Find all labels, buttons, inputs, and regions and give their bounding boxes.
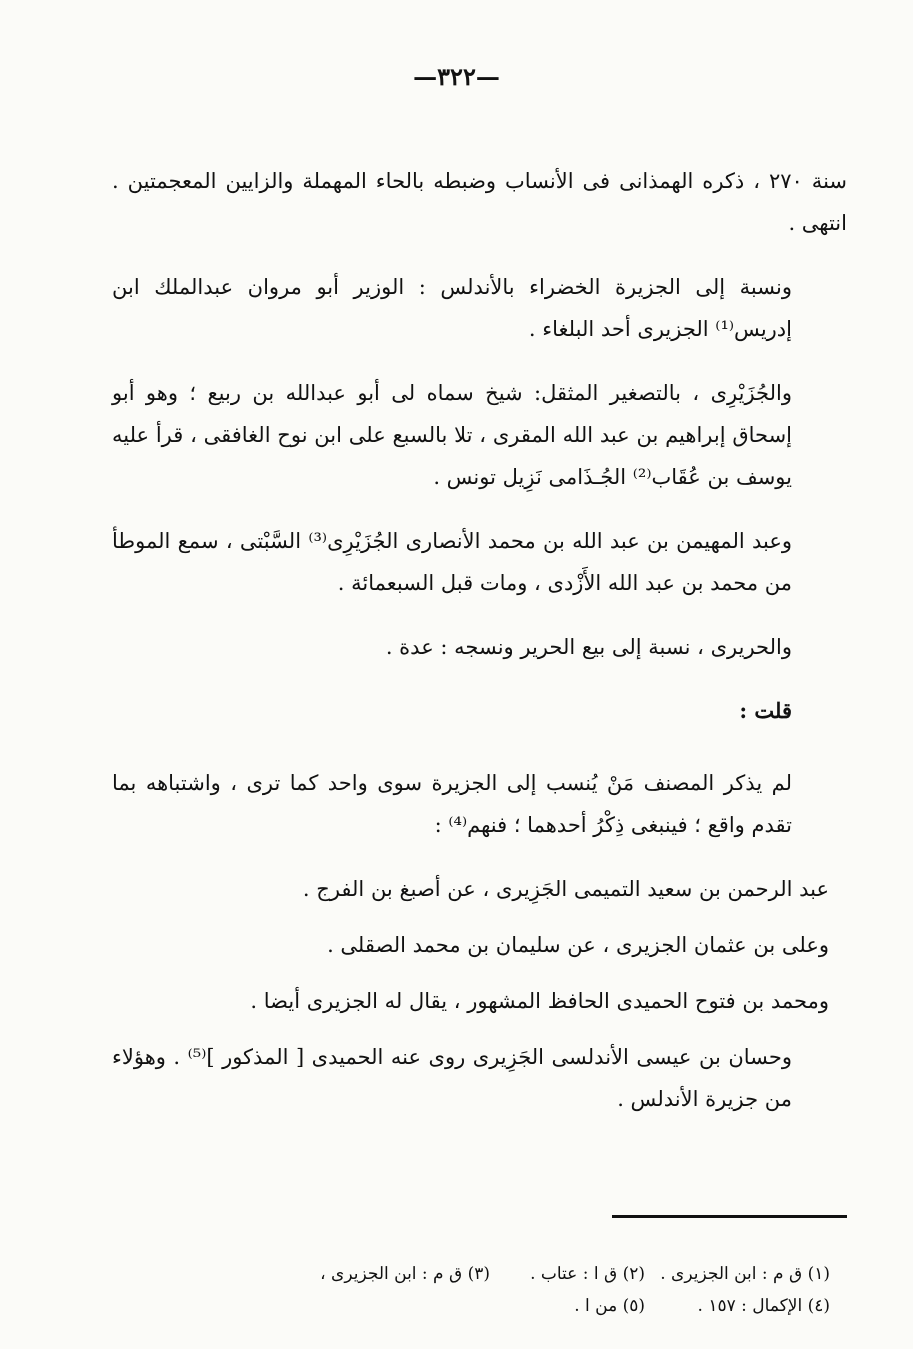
list-item-1: عبد الرحمن بن سعيد التميمى الجَزِيرى ، عن أصبغ بن الفرج . — [302, 877, 829, 901]
footnote-1: (١) ق م : ابن الجزيرى . — [660, 1264, 830, 1284]
page-number: —٣٢٢— — [413, 62, 500, 91]
footnote-5: (٥) من ا . — [574, 1296, 645, 1316]
paragraph-2: ونسبة إلى الجزيرة الخضراء بالأندلس : الوزير أبو مروان عبدالملك ابن إدريس⁽¹⁾ الجزيرى أحد البلغاء . — [112, 275, 792, 341]
footnotes — [230, 1258, 830, 1322]
list-item-2: وعلى بن عثمان الجزيرى ، عن سليمان بن محمد الصقلى . — [327, 933, 829, 957]
footnote-row-2 — [230, 1290, 830, 1322]
footnote-3: (٣) ق م : ابن الجزيرى ، — [320, 1264, 490, 1284]
footnote-divider — [612, 1215, 847, 1218]
closing-paragraph: وحسان بن عيسى الأندلسى الجَزِيرى روى عنه الحميدى [ المذكور ]⁽⁵⁾ . وهؤلاء من جزيرة الأندلس . — [112, 1045, 792, 1111]
section-heading: قلت : — [739, 698, 792, 723]
footnote-row-1 — [230, 1258, 830, 1290]
paragraph-4: وعبد المهيمن بن عبد الله بن محمد الأنصارى الجُزَيْرِى⁽³⁾ السَّبْتى ، سمع الموطأ من محمد بن عبد الله الأَزْدى ، ومات قبل السبعمائة . — [112, 529, 792, 595]
paragraph-after-heading: لم يذكر المصنف مَنْ يُنسب إلى الجزيرة سوى واحد كما ترى ، واشتباهه بما تقدم واقع ؛ فينبغى ذِكْرُ أحدهما ؛ فنهم⁽⁴⁾ : — [112, 771, 792, 837]
main-text — [112, 160, 847, 1142]
paragraph-1: سنة ٢٧٠ ، ذكره الهمذانى فى الأنساب وضبطه بالحاء المهملة والزايين المعجمتين . انتهى . — [112, 169, 847, 235]
list-item-3: ومحمد بن فتوح الحميدى الحافظ المشهور ، يقال له الجزيرى أيضا . — [250, 989, 829, 1013]
footnote-2: (٢) ق ا : عتاب . — [530, 1264, 645, 1284]
paragraph-5: والحريرى ، نسبة إلى بيع الحرير ونسجه : عدة . — [385, 635, 792, 659]
paragraph-3: والجُزَيْرِى ، بالتصغير المثقل: شيخ سماه لى أبو عبدالله بن ربيع ؛ وهو أبو إسحاق إبراهيم بن عبد الله المقرى ، تلا بالسبع على ابن نوح الغافقى ، قرأ عليه يوسف بن عُقَاب⁽²⁾ الجُـذَامى نَزِيل تونس . — [112, 381, 792, 489]
footnote-4: (٤) الإكمال : ١٥٧ . — [697, 1296, 830, 1316]
